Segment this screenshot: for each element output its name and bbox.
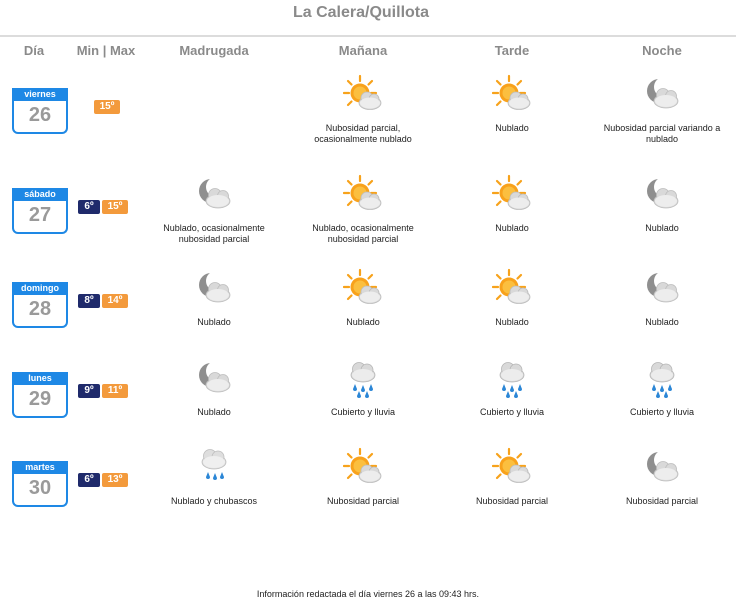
sun-cloud-icon: [343, 268, 383, 308]
forecast-description: Nublado: [197, 407, 231, 417]
day-name: domingo: [12, 282, 68, 295]
calendar-badge: [12, 282, 68, 328]
forecast-description: Cubierto y lluvia: [479, 407, 545, 417]
forecast-manana: [293, 447, 433, 507]
day-number: 26: [28, 104, 52, 126]
temp-max: 14º: [102, 294, 128, 308]
day-number: 30: [28, 477, 52, 499]
temperature-range: [78, 473, 128, 487]
temp-max: 15º: [102, 200, 128, 214]
day-name: martes: [12, 461, 68, 474]
forecast-noche: [592, 268, 732, 328]
forecast-description: Nublado: [495, 223, 529, 233]
moon-cloud-icon: [194, 174, 234, 214]
day-number: 29: [28, 388, 52, 410]
forecast-description: Nublado, ocasionalmente nubosidad parcial: [163, 223, 265, 244]
sun-cloud-icon: [343, 174, 383, 214]
forecast-description: Nublado: [495, 317, 529, 327]
header-tarde: Tarde: [494, 43, 530, 58]
forecast-description: Nubosidad parcial: [625, 496, 699, 506]
header-divider: [0, 35, 736, 37]
forecast-description: Nubosidad parcial: [475, 496, 549, 506]
header-manana: Mañana: [338, 43, 388, 58]
forecast-description: Nublado: [346, 317, 380, 327]
header-day: Día: [23, 43, 45, 58]
day-row: [0, 358, 752, 448]
forecast-description: Nubosidad parcial variando a nublado: [603, 123, 721, 144]
forecast-description: Cubierto y lluvia: [629, 407, 695, 417]
day-row: [0, 74, 752, 164]
temp-max: 13º: [102, 473, 128, 487]
showers-cloud-icon: [194, 447, 234, 487]
sun-cloud-icon: [492, 268, 532, 308]
day-row: [0, 174, 752, 264]
calendar-badge: [12, 372, 68, 418]
forecast-madrugada: [144, 447, 284, 507]
forecast-madrugada: [144, 268, 284, 328]
temp-min: 8º: [78, 294, 100, 308]
temp-max: 11º: [102, 384, 128, 398]
forecast-madrugada: [144, 358, 284, 418]
day-name: lunes: [12, 372, 68, 385]
temperature-range: [78, 384, 128, 398]
calendar-badge: [12, 188, 68, 234]
temp-max: 15º: [94, 100, 120, 114]
moon-cloud-icon: [194, 358, 234, 398]
rain-cloud-icon: [642, 358, 682, 398]
temperature-range: [78, 200, 128, 214]
forecast-description: Nublado: [645, 317, 679, 327]
forecast-noche: [592, 447, 732, 507]
day-number: 27: [28, 204, 52, 226]
day-row: [0, 447, 752, 537]
day-name: viernes: [12, 88, 68, 101]
forecast-madrugada: [144, 174, 284, 245]
forecast-tarde: [442, 74, 582, 134]
calendar-badge: [12, 88, 68, 134]
forecast-noche: [592, 174, 732, 234]
temp-min: 6º: [78, 473, 100, 487]
forecast-tarde: [442, 174, 582, 234]
rain-cloud-icon: [492, 358, 532, 398]
header-noche: Noche: [642, 43, 682, 58]
forecast-noche: [592, 74, 732, 145]
header-minmax: Min | Max: [76, 43, 136, 58]
forecast-tarde: [442, 447, 582, 507]
footer-info: Información redactada el día viernes 26 a las 09:43 hrs.: [256, 589, 480, 599]
rain-cloud-icon: [343, 358, 383, 398]
forecast-description: Nublado, ocasionalmente nubosidad parcial: [312, 223, 414, 244]
day-name: sábado: [12, 188, 68, 201]
forecast-manana: [293, 74, 433, 145]
forecast-description: Cubierto y lluvia: [330, 407, 396, 417]
temp-min: 9º: [78, 384, 100, 398]
moon-cloud-icon: [194, 268, 234, 308]
forecast-manana: [293, 358, 433, 418]
temperature-range: [78, 294, 128, 308]
moon-cloud-icon: [642, 74, 682, 114]
forecast-description: Nublado: [645, 223, 679, 233]
forecast-description: Nubosidad parcial: [326, 496, 400, 506]
moon-cloud-icon: [642, 174, 682, 214]
day-row: [0, 268, 752, 358]
temp-min: 6º: [78, 200, 100, 214]
forecast-description: Nublado: [197, 317, 231, 327]
calendar-badge: [12, 461, 68, 507]
header-madrugada: Madrugada: [179, 43, 249, 58]
sun-cloud-icon: [343, 74, 383, 114]
sun-cloud-icon: [343, 447, 383, 487]
moon-cloud-icon: [642, 447, 682, 487]
sun-cloud-icon: [492, 174, 532, 214]
page-title: La Calera/Quillota: [292, 4, 430, 21]
forecast-manana: [293, 268, 433, 328]
temperature-range: [78, 100, 120, 114]
sun-cloud-icon: [492, 74, 532, 114]
forecast-noche: [592, 358, 732, 418]
day-number: 28: [28, 298, 52, 320]
forecast-description: Nubosidad parcial, ocasionalmente nublado: [314, 123, 412, 144]
forecast-tarde: [442, 358, 582, 418]
forecast-manana: [293, 174, 433, 245]
forecast-description: Nublado y chubascos: [170, 496, 258, 506]
forecast-tarde: [442, 268, 582, 328]
sun-cloud-icon: [492, 447, 532, 487]
moon-cloud-icon: [642, 268, 682, 308]
forecast-description: Nublado: [495, 123, 529, 133]
